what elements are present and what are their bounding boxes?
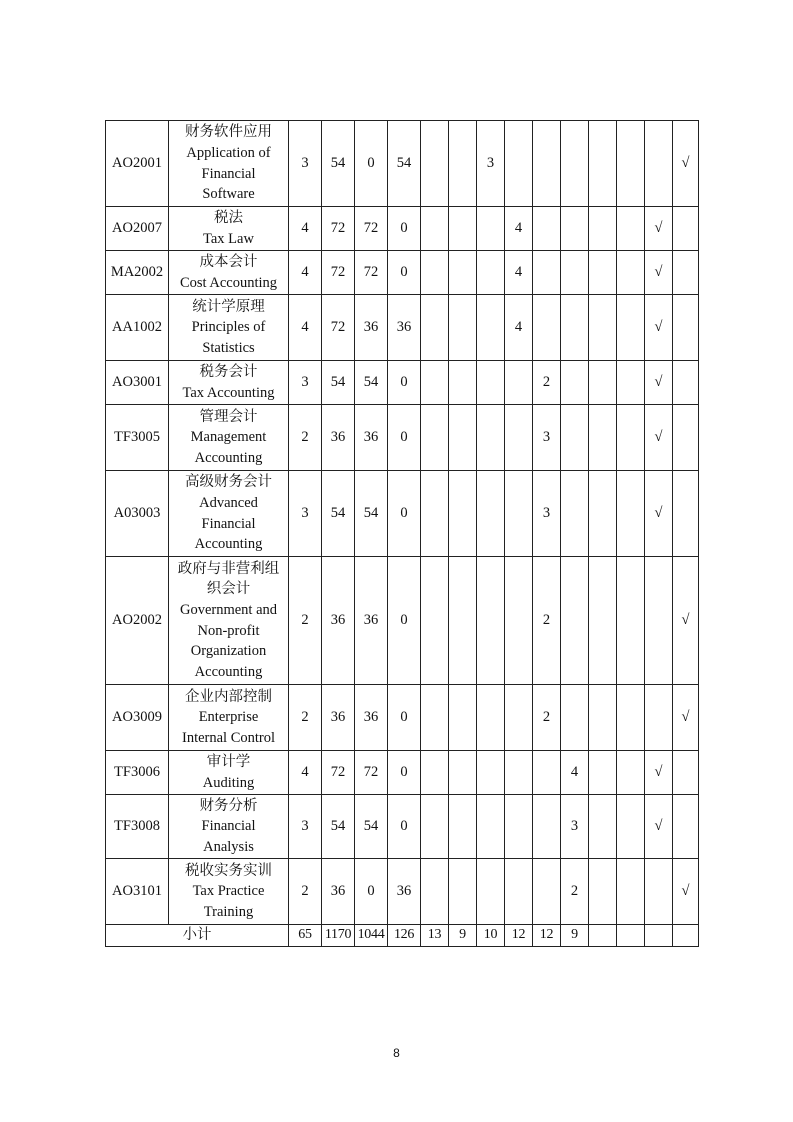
table-cell: 0	[388, 251, 421, 295]
table-cell: √	[645, 471, 673, 557]
table-row	[106, 685, 699, 751]
table-cell	[477, 405, 505, 471]
table-cell	[505, 859, 533, 925]
table-cell: 4	[505, 207, 533, 251]
table-cell	[617, 295, 645, 361]
table-cell: 2	[533, 685, 561, 751]
table-cell	[533, 859, 561, 925]
table-cell	[533, 795, 561, 859]
course-name-line: 财务分析	[199, 797, 258, 814]
table-cell	[617, 361, 645, 405]
table-cell: 3	[289, 361, 322, 405]
table-row	[106, 471, 699, 557]
table-cell	[477, 251, 505, 295]
table-cell: 4	[289, 207, 322, 251]
course-code: AA1002	[106, 295, 169, 361]
subtotal-cell	[645, 925, 673, 947]
table-cell: 36	[322, 405, 355, 471]
table-cell: 0	[388, 685, 421, 751]
table-cell: 4	[289, 751, 322, 795]
table-cell: 2	[533, 557, 561, 685]
table-cell: 3	[561, 795, 589, 859]
table-cell: 36	[355, 405, 388, 471]
table-cell	[561, 207, 589, 251]
course-name	[169, 361, 289, 405]
table-cell	[421, 685, 449, 751]
table-cell: 54	[322, 361, 355, 405]
table-cell	[449, 685, 477, 751]
table-cell	[449, 795, 477, 859]
table-cell	[505, 121, 533, 207]
table-cell	[477, 361, 505, 405]
table-cell	[477, 295, 505, 361]
table-cell	[505, 795, 533, 859]
table-cell	[617, 251, 645, 295]
table-cell: 72	[322, 751, 355, 795]
subtotal-cell: 65	[289, 925, 322, 947]
table-cell: 4	[505, 251, 533, 295]
course-name-line: Auditing	[202, 774, 255, 791]
course-name-line: Analysis	[203, 838, 254, 855]
course-code: AO2002	[106, 557, 169, 685]
table-cell: 0	[388, 361, 421, 405]
subtotal-cell: 9	[561, 925, 589, 947]
table-cell	[645, 121, 673, 207]
table-cell: 0	[388, 795, 421, 859]
course-name-line: Organization	[190, 643, 267, 660]
table-cell	[477, 207, 505, 251]
table-cell: 0	[355, 859, 388, 925]
table-cell	[421, 207, 449, 251]
table-row	[106, 295, 699, 361]
table-cell	[673, 405, 699, 471]
subtotal-cell: 1044	[355, 925, 388, 947]
table-cell: 2	[289, 859, 322, 925]
table-cell	[589, 295, 617, 361]
table-cell	[449, 361, 477, 405]
course-name-line: Management	[190, 429, 267, 446]
table-cell: 36	[388, 295, 421, 361]
table-row	[106, 859, 699, 925]
table-cell	[477, 685, 505, 751]
table-cell	[561, 471, 589, 557]
table-cell	[561, 557, 589, 685]
table-cell: 72	[355, 251, 388, 295]
table-cell	[505, 685, 533, 751]
course-code: TF3006	[106, 751, 169, 795]
table-cell	[505, 471, 533, 557]
table-cell	[561, 295, 589, 361]
table-cell	[449, 121, 477, 207]
subtotal-cell: 12	[505, 925, 533, 947]
table-cell: 36	[355, 295, 388, 361]
course-name-line: Government and	[179, 601, 278, 618]
table-cell	[449, 859, 477, 925]
course-code: AO3101	[106, 859, 169, 925]
table-row	[106, 751, 699, 795]
table-cell: 0	[388, 557, 421, 685]
table-cell	[421, 557, 449, 685]
table-cell	[617, 207, 645, 251]
table-cell	[561, 405, 589, 471]
table-cell	[449, 295, 477, 361]
table-cell	[421, 361, 449, 405]
table-cell	[617, 859, 645, 925]
table-cell	[505, 361, 533, 405]
course-name-line: 税收实务实训	[185, 862, 272, 879]
course-name-line: Non-profit	[197, 622, 260, 639]
table-cell: 3	[289, 471, 322, 557]
table-cell: 3	[289, 795, 322, 859]
table-cell: 54	[355, 471, 388, 557]
course-code: AO3009	[106, 685, 169, 751]
table-body	[106, 121, 699, 947]
subtotal-cell: 9	[449, 925, 477, 947]
subtotal-cell: 1170	[322, 925, 355, 947]
table-cell: 4	[505, 295, 533, 361]
table-cell	[477, 557, 505, 685]
table-cell	[561, 121, 589, 207]
table-cell	[449, 251, 477, 295]
table-cell: 3	[477, 121, 505, 207]
table-cell: 36	[355, 685, 388, 751]
table-cell	[449, 751, 477, 795]
table-cell: √	[645, 207, 673, 251]
course-name-line: Software	[202, 186, 255, 203]
course-name-line: 审计学	[206, 753, 251, 770]
course-name-line: Financial	[201, 515, 256, 532]
table-cell: √	[645, 751, 673, 795]
course-name-line: 税法	[214, 209, 243, 226]
course-name-line: Internal Control	[181, 729, 276, 746]
course-table	[105, 120, 699, 947]
subtotal-cell	[673, 925, 699, 947]
course-name-line: Cost Accounting	[179, 274, 278, 291]
table-cell: 0	[388, 471, 421, 557]
table-cell	[617, 471, 645, 557]
table-cell	[617, 405, 645, 471]
table-row	[106, 795, 699, 859]
table-cell: √	[645, 795, 673, 859]
course-code: AO2001	[106, 121, 169, 207]
course-code: MA2002	[106, 251, 169, 295]
table-cell	[617, 751, 645, 795]
course-name	[169, 405, 289, 471]
table-cell: 54	[388, 121, 421, 207]
table-cell	[589, 795, 617, 859]
table-row	[106, 251, 699, 295]
course-code: A03003	[106, 471, 169, 557]
subtotal-label: 小计	[106, 925, 289, 947]
course-name-line: Tax Accounting	[182, 384, 275, 401]
table-cell: 3	[289, 121, 322, 207]
table-cell	[477, 795, 505, 859]
table-cell: 4	[289, 251, 322, 295]
table-cell: 4	[289, 295, 322, 361]
table-cell	[421, 795, 449, 859]
table-cell	[421, 251, 449, 295]
table-cell	[421, 295, 449, 361]
course-name	[169, 859, 289, 925]
table-cell	[589, 361, 617, 405]
table-cell: 72	[322, 207, 355, 251]
table-cell	[589, 685, 617, 751]
table-cell: 4	[561, 751, 589, 795]
table-cell: √	[673, 859, 699, 925]
course-name-line: 管理会计	[199, 408, 258, 425]
course-name-line: 财务软件应用	[185, 124, 272, 141]
table-cell: 54	[322, 471, 355, 557]
table-cell	[449, 207, 477, 251]
table-row	[106, 121, 699, 207]
table-cell	[589, 207, 617, 251]
course-name-line: 税务会计	[199, 363, 258, 380]
table-cell: 36	[322, 557, 355, 685]
table-cell	[477, 471, 505, 557]
course-name-line: Enterprise	[198, 709, 259, 726]
table-cell	[673, 361, 699, 405]
course-name-line: Tax Practice	[192, 883, 265, 900]
table-cell	[505, 557, 533, 685]
table-cell: 54	[355, 795, 388, 859]
course-name-line: Accounting	[194, 449, 263, 466]
table-cell	[645, 685, 673, 751]
table-cell	[673, 207, 699, 251]
course-name-line: Application of	[186, 144, 271, 161]
table-cell	[533, 207, 561, 251]
table-cell: 36	[322, 859, 355, 925]
table-cell: 36	[355, 557, 388, 685]
table-cell	[589, 121, 617, 207]
table-cell: √	[673, 121, 699, 207]
course-name-line: Principles of	[191, 319, 266, 336]
table-cell	[617, 557, 645, 685]
course-name-line: 企业内部控制	[185, 688, 272, 705]
table-cell: 3	[533, 405, 561, 471]
course-name-line: Tax Law	[203, 230, 254, 247]
table-cell	[561, 361, 589, 405]
table-row	[106, 557, 699, 685]
course-name-line: Training	[203, 903, 254, 920]
table-cell	[421, 859, 449, 925]
table-cell: 2	[289, 685, 322, 751]
table-cell	[533, 751, 561, 795]
course-name	[169, 207, 289, 251]
subtotal-cell	[589, 925, 617, 947]
course-name	[169, 121, 289, 207]
course-name	[169, 751, 289, 795]
subtotal-cell: 13	[421, 925, 449, 947]
table-row	[106, 405, 699, 471]
table-cell: 72	[322, 251, 355, 295]
course-name	[169, 251, 289, 295]
table-cell: 36	[322, 685, 355, 751]
subtotal-cell: 10	[477, 925, 505, 947]
table-cell	[533, 121, 561, 207]
course-name-line: Accounting	[194, 663, 263, 680]
table-cell: 2	[533, 361, 561, 405]
table-cell	[449, 471, 477, 557]
course-name-line: 织会计	[206, 581, 251, 598]
table-cell: 2	[561, 859, 589, 925]
table-cell	[645, 557, 673, 685]
table-cell	[533, 251, 561, 295]
table-cell: √	[645, 295, 673, 361]
table-cell: 0	[388, 207, 421, 251]
table-cell	[673, 751, 699, 795]
table-cell	[589, 859, 617, 925]
course-code: TF3008	[106, 795, 169, 859]
table-cell	[505, 405, 533, 471]
table-cell: 72	[355, 207, 388, 251]
course-name-line: 成本会计	[199, 253, 258, 270]
table-cell	[421, 751, 449, 795]
table-cell	[617, 121, 645, 207]
page-number: 8	[393, 1046, 400, 1060]
table-cell	[617, 795, 645, 859]
course-name-line: Financial	[201, 165, 256, 182]
table-cell: 54	[355, 361, 388, 405]
table-cell	[645, 859, 673, 925]
table-cell: 72	[355, 751, 388, 795]
course-name-line: Statistics	[202, 339, 255, 356]
table-cell	[421, 471, 449, 557]
table-cell	[421, 405, 449, 471]
course-name-line: 统计学原理	[192, 298, 265, 315]
table-row	[106, 361, 699, 405]
table-cell	[673, 251, 699, 295]
course-code: AO3001	[106, 361, 169, 405]
table-cell	[505, 751, 533, 795]
table-cell	[533, 295, 561, 361]
table-cell: √	[645, 361, 673, 405]
table-cell	[589, 251, 617, 295]
table-cell: 54	[322, 121, 355, 207]
table-cell: 36	[388, 859, 421, 925]
table-cell	[673, 795, 699, 859]
course-name-line: Accounting	[194, 536, 263, 553]
course-name	[169, 557, 289, 685]
table-cell	[477, 859, 505, 925]
table-cell: 2	[289, 405, 322, 471]
subtotal-cell: 126	[388, 925, 421, 947]
subtotal-cell: 12	[533, 925, 561, 947]
table-cell	[589, 751, 617, 795]
table-cell	[617, 685, 645, 751]
table-cell	[561, 251, 589, 295]
course-name-line: Financial	[201, 818, 256, 835]
course-code: TF3005	[106, 405, 169, 471]
table-cell: 0	[388, 405, 421, 471]
table-cell: 0	[388, 751, 421, 795]
table-cell: 54	[322, 795, 355, 859]
course-name	[169, 685, 289, 751]
course-name-line: 高级财务会计	[185, 474, 272, 491]
table-cell: √	[673, 685, 699, 751]
course-name	[169, 295, 289, 361]
table-cell	[589, 557, 617, 685]
table-cell: √	[673, 557, 699, 685]
table-cell	[449, 405, 477, 471]
table-cell	[673, 295, 699, 361]
course-code: AO2007	[106, 207, 169, 251]
table-cell	[589, 405, 617, 471]
table-cell	[477, 751, 505, 795]
table-cell	[561, 685, 589, 751]
table-cell	[449, 557, 477, 685]
course-name-line: Advanced	[199, 494, 258, 511]
table-cell: 0	[355, 121, 388, 207]
subtotal-cell	[617, 925, 645, 947]
table-cell	[421, 121, 449, 207]
table-cell: √	[645, 251, 673, 295]
subtotal-row	[106, 925, 699, 947]
course-name	[169, 471, 289, 557]
table-cell	[673, 471, 699, 557]
table-cell: √	[645, 405, 673, 471]
table-cell	[589, 471, 617, 557]
course-name	[169, 795, 289, 859]
table-row	[106, 207, 699, 251]
table-cell: 2	[289, 557, 322, 685]
table-cell: 3	[533, 471, 561, 557]
course-name-line: 政府与非营利组	[177, 560, 280, 577]
table-cell: 72	[322, 295, 355, 361]
